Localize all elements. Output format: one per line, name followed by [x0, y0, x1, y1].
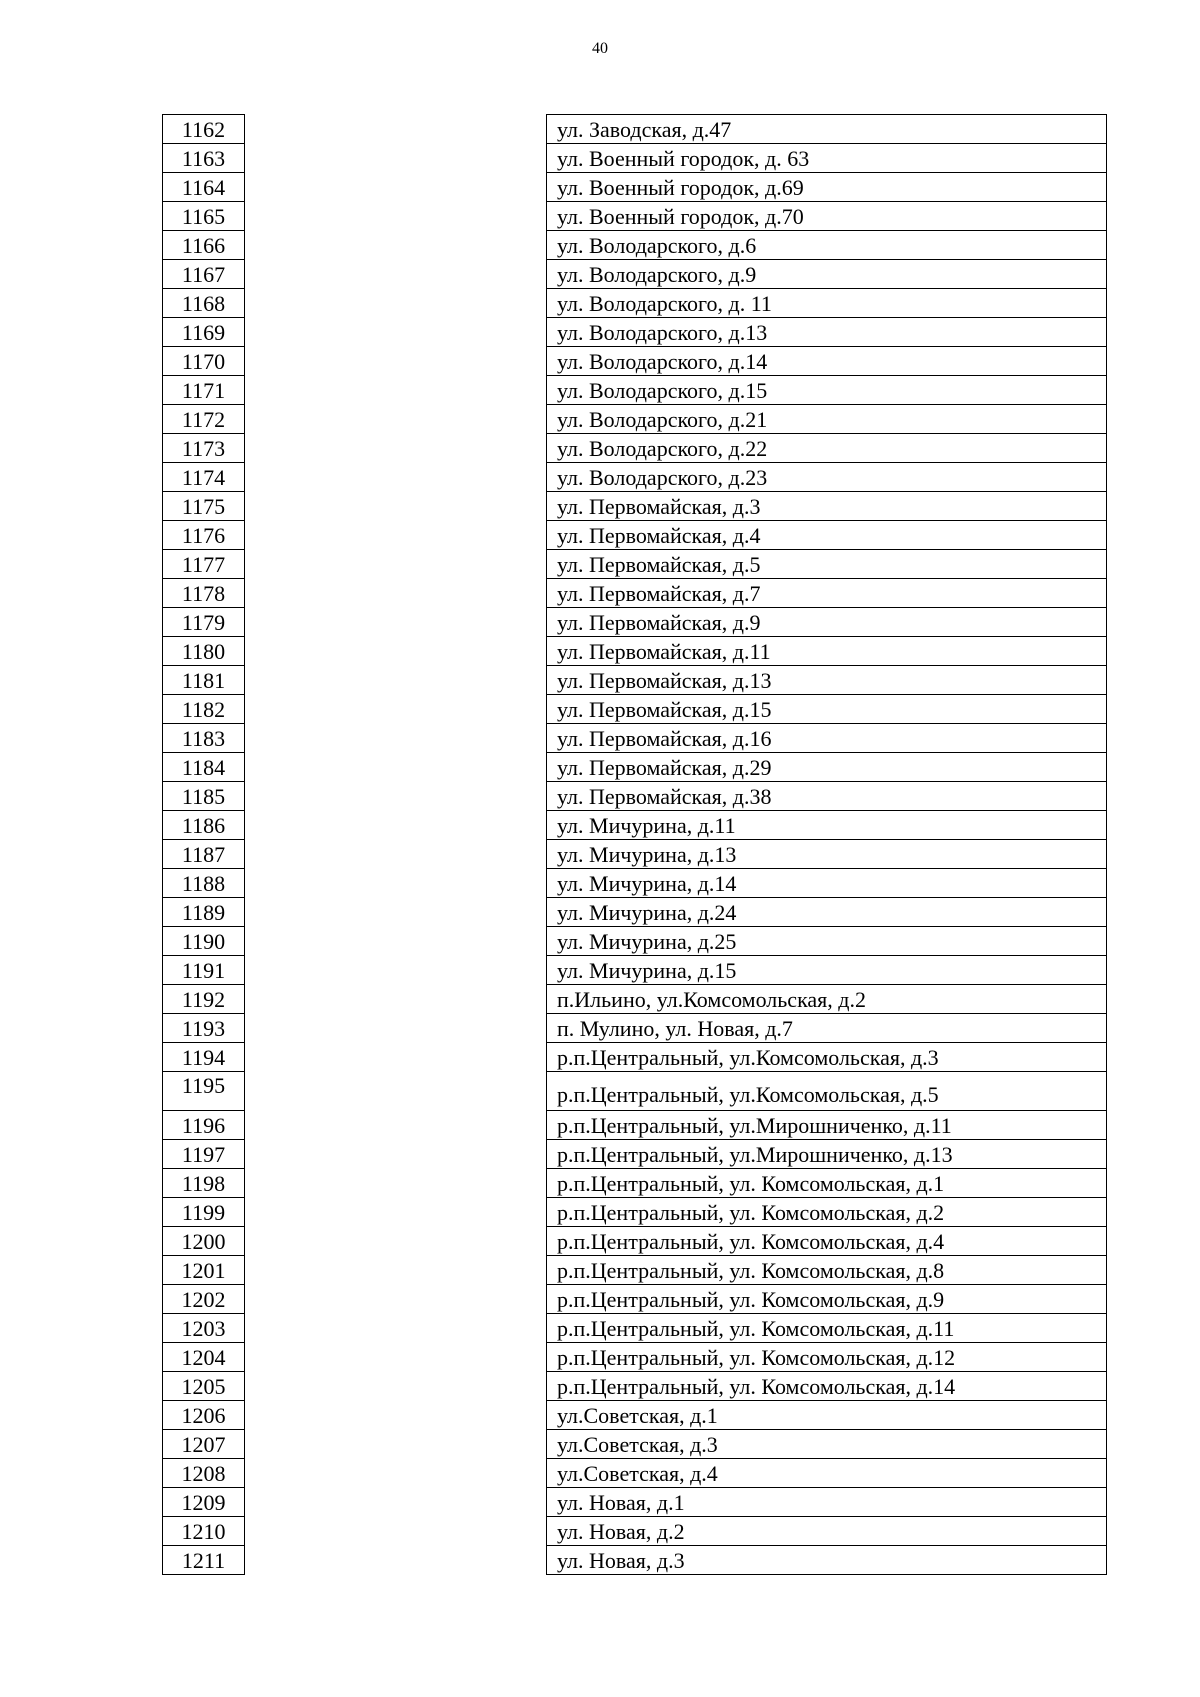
- address-cell: р.п.Центральный, ул. Комсомольская, д.11: [547, 1314, 1107, 1343]
- address-cell: ул. Мичурина, д.13: [547, 840, 1107, 869]
- table-row: [163, 231, 1107, 260]
- row-number-cell: 1185: [163, 782, 245, 811]
- row-number-cell: 1192: [163, 985, 245, 1014]
- table-row: [163, 289, 1107, 318]
- address-cell: ул. Володарского, д.6: [547, 231, 1107, 260]
- row-number-cell: 1163: [163, 144, 245, 173]
- row-number-cell: 1172: [163, 405, 245, 434]
- empty-cell: [245, 260, 547, 289]
- empty-cell: [245, 1343, 547, 1372]
- table-row: [163, 1401, 1107, 1430]
- address-cell: ул. Первомайская, д.5: [547, 550, 1107, 579]
- empty-cell: [245, 1169, 547, 1198]
- page-number: 40: [592, 40, 608, 57]
- row-number-cell: 1165: [163, 202, 245, 231]
- table-row: [163, 550, 1107, 579]
- empty-cell: [245, 608, 547, 637]
- address-cell: ул. Мичурина, д.11: [547, 811, 1107, 840]
- table-row: [163, 782, 1107, 811]
- address-cell: ул. Володарского, д.23: [547, 463, 1107, 492]
- empty-cell: [245, 376, 547, 405]
- table-row: [163, 1459, 1107, 1488]
- table-row: [163, 1169, 1107, 1198]
- empty-cell: [245, 985, 547, 1014]
- row-number-cell: 1196: [163, 1111, 245, 1140]
- empty-cell: [245, 579, 547, 608]
- address-cell: р.п.Центральный, ул. Комсомольская, д.8: [547, 1256, 1107, 1285]
- address-cell: ул. Первомайская, д.16: [547, 724, 1107, 753]
- empty-cell: [245, 521, 547, 550]
- row-number-cell: 1176: [163, 521, 245, 550]
- row-number-cell: 1190: [163, 927, 245, 956]
- address-cell: ул.Советская, д.1: [547, 1401, 1107, 1430]
- row-number-cell: 1187: [163, 840, 245, 869]
- address-table-body: [163, 115, 1107, 1575]
- address-cell: ул. Первомайская, д.3: [547, 492, 1107, 521]
- address-cell: ул. Володарского, д.15: [547, 376, 1107, 405]
- row-number-cell: 1162: [163, 115, 245, 144]
- row-number-cell: 1195: [163, 1072, 245, 1111]
- empty-cell: [245, 1517, 547, 1546]
- table-row: [163, 347, 1107, 376]
- address-cell: ул. Володарского, д.9: [547, 260, 1107, 289]
- table-row: [163, 434, 1107, 463]
- row-number-cell: 1186: [163, 811, 245, 840]
- empty-cell: [245, 898, 547, 927]
- row-number-cell: 1205: [163, 1372, 245, 1401]
- address-cell: ул. Мичурина, д.14: [547, 869, 1107, 898]
- row-number-cell: 1182: [163, 695, 245, 724]
- address-cell: ул. Новая, д.3: [547, 1546, 1107, 1575]
- row-number-cell: 1183: [163, 724, 245, 753]
- address-cell: ул. Первомайская, д.4: [547, 521, 1107, 550]
- table-row: [163, 956, 1107, 985]
- empty-cell: [245, 1401, 547, 1430]
- row-number-cell: 1209: [163, 1488, 245, 1517]
- row-number-cell: 1168: [163, 289, 245, 318]
- empty-cell: [245, 753, 547, 782]
- empty-cell: [245, 666, 547, 695]
- address-cell: ул. Первомайская, д.13: [547, 666, 1107, 695]
- address-cell: ул.Советская, д.4: [547, 1459, 1107, 1488]
- empty-cell: [245, 318, 547, 347]
- empty-cell: [245, 1111, 547, 1140]
- address-cell: р.п.Центральный, ул.Мирошниченко, д.11: [547, 1111, 1107, 1140]
- table-row: [163, 1343, 1107, 1372]
- row-number-cell: 1208: [163, 1459, 245, 1488]
- table-row: [163, 492, 1107, 521]
- empty-cell: [245, 550, 547, 579]
- address-cell: ул. Новая, д.1: [547, 1488, 1107, 1517]
- table-row: [163, 695, 1107, 724]
- address-cell: ул. Военный городок, д.69: [547, 173, 1107, 202]
- address-cell: р.п.Центральный, ул. Комсомольская, д.12: [547, 1343, 1107, 1372]
- row-number-cell: 1184: [163, 753, 245, 782]
- address-cell: р.п.Центральный, ул. Комсомольская, д.9: [547, 1285, 1107, 1314]
- table-row: [163, 173, 1107, 202]
- empty-cell: [245, 1546, 547, 1575]
- row-number-cell: 1200: [163, 1227, 245, 1256]
- table-row: [163, 1546, 1107, 1575]
- empty-cell: [245, 405, 547, 434]
- row-number-cell: 1210: [163, 1517, 245, 1546]
- table-row: [163, 637, 1107, 666]
- address-cell: ул. Военный городок, д. 63: [547, 144, 1107, 173]
- empty-cell: [245, 1198, 547, 1227]
- address-cell: ул. Первомайская, д.7: [547, 579, 1107, 608]
- address-cell: р.п.Центральный, ул. Комсомольская, д.14: [547, 1372, 1107, 1401]
- address-cell: р.п.Центральный, ул. Комсомольская, д.1: [547, 1169, 1107, 1198]
- table-row: [163, 521, 1107, 550]
- empty-cell: [245, 1043, 547, 1072]
- address-cell: ул. Первомайская, д.11: [547, 637, 1107, 666]
- address-cell: р.п.Центральный, ул.Мирошниченко, д.13: [547, 1140, 1107, 1169]
- table-row: [163, 840, 1107, 869]
- row-number-cell: 1166: [163, 231, 245, 260]
- empty-cell: [245, 1372, 547, 1401]
- empty-cell: [245, 115, 547, 144]
- address-cell: ул. Первомайская, д.9: [547, 608, 1107, 637]
- row-number-cell: 1170: [163, 347, 245, 376]
- row-number-cell: 1177: [163, 550, 245, 579]
- row-number-cell: 1193: [163, 1014, 245, 1043]
- empty-cell: [245, 1014, 547, 1043]
- row-number-cell: 1204: [163, 1343, 245, 1372]
- empty-cell: [245, 144, 547, 173]
- table-row: [163, 1198, 1107, 1227]
- empty-cell: [245, 1488, 547, 1517]
- empty-cell: [245, 956, 547, 985]
- address-cell: р.п.Центральный, ул. Комсомольская, д.4: [547, 1227, 1107, 1256]
- row-number-cell: 1203: [163, 1314, 245, 1343]
- table-row: [163, 1517, 1107, 1546]
- empty-cell: [245, 811, 547, 840]
- row-number-cell: 1175: [163, 492, 245, 521]
- table-row: [163, 1488, 1107, 1517]
- empty-cell: [245, 289, 547, 318]
- row-number-cell: 1207: [163, 1430, 245, 1459]
- table-row: [163, 1430, 1107, 1459]
- row-number-cell: 1173: [163, 434, 245, 463]
- empty-cell: [245, 202, 547, 231]
- address-table: [162, 114, 1107, 1575]
- table-row: [163, 724, 1107, 753]
- empty-cell: [245, 1072, 547, 1111]
- table-row: [163, 202, 1107, 231]
- table-row: [163, 753, 1107, 782]
- empty-cell: [245, 173, 547, 202]
- row-number-cell: 1211: [163, 1546, 245, 1575]
- empty-cell: [245, 869, 547, 898]
- table-row: [163, 1256, 1107, 1285]
- address-cell: ул. Мичурина, д.15: [547, 956, 1107, 985]
- table-row: [163, 1227, 1107, 1256]
- address-cell: ул. Володарского, д.21: [547, 405, 1107, 434]
- address-cell: ул. Мичурина, д.24: [547, 898, 1107, 927]
- table-row: [163, 1314, 1107, 1343]
- row-number-cell: 1178: [163, 579, 245, 608]
- row-number-cell: 1199: [163, 1198, 245, 1227]
- empty-cell: [245, 1285, 547, 1314]
- address-cell: п.Ильино, ул.Комсомольская, д.2: [547, 985, 1107, 1014]
- row-number-cell: 1206: [163, 1401, 245, 1430]
- table-row: [163, 376, 1107, 405]
- table-row: [163, 1014, 1107, 1043]
- row-number-cell: 1174: [163, 463, 245, 492]
- row-number-cell: 1171: [163, 376, 245, 405]
- table-row: [163, 985, 1107, 1014]
- empty-cell: [245, 1314, 547, 1343]
- row-number-cell: 1169: [163, 318, 245, 347]
- table-row: [163, 1372, 1107, 1401]
- table-row: [163, 579, 1107, 608]
- address-cell: ул. Мичурина, д.25: [547, 927, 1107, 956]
- address-cell: ул. Володарского, д.22: [547, 434, 1107, 463]
- address-cell: ул. Первомайская, д.29: [547, 753, 1107, 782]
- table-row: [163, 463, 1107, 492]
- table-row: [163, 666, 1107, 695]
- address-cell: ул. Володарского, д. 11: [547, 289, 1107, 318]
- row-number-cell: 1191: [163, 956, 245, 985]
- row-number-cell: 1202: [163, 1285, 245, 1314]
- table-row: [163, 405, 1107, 434]
- table-row: [163, 1111, 1107, 1140]
- table-row: [163, 318, 1107, 347]
- table-row: [163, 115, 1107, 144]
- address-cell: п. Мулино, ул. Новая, д.7: [547, 1014, 1107, 1043]
- row-number-cell: 1201: [163, 1256, 245, 1285]
- row-number-cell: 1188: [163, 869, 245, 898]
- row-number-cell: 1181: [163, 666, 245, 695]
- address-cell: ул. Военный городок, д.70: [547, 202, 1107, 231]
- table-row: [163, 869, 1107, 898]
- table-row: [163, 898, 1107, 927]
- table-row: [163, 1072, 1107, 1111]
- address-cell: р.п.Центральный, ул.Комсомольская, д.5: [547, 1072, 1107, 1111]
- row-number-cell: 1167: [163, 260, 245, 289]
- empty-cell: [245, 1256, 547, 1285]
- empty-cell: [245, 1459, 547, 1488]
- empty-cell: [245, 1430, 547, 1459]
- row-number-cell: 1164: [163, 173, 245, 202]
- table-row: [163, 608, 1107, 637]
- table-row: [163, 811, 1107, 840]
- row-number-cell: 1179: [163, 608, 245, 637]
- empty-cell: [245, 347, 547, 376]
- address-cell: ул.Советская, д.3: [547, 1430, 1107, 1459]
- row-number-cell: 1198: [163, 1169, 245, 1198]
- address-cell: ул. Первомайская, д.38: [547, 782, 1107, 811]
- empty-cell: [245, 927, 547, 956]
- empty-cell: [245, 434, 547, 463]
- empty-cell: [245, 231, 547, 260]
- empty-cell: [245, 1140, 547, 1169]
- address-cell: ул. Заводская, д.47: [547, 115, 1107, 144]
- empty-cell: [245, 695, 547, 724]
- table-row: [163, 260, 1107, 289]
- row-number-cell: 1197: [163, 1140, 245, 1169]
- empty-cell: [245, 724, 547, 753]
- empty-cell: [245, 1227, 547, 1256]
- empty-cell: [245, 782, 547, 811]
- row-number-cell: 1194: [163, 1043, 245, 1072]
- table-row: [163, 144, 1107, 173]
- row-number-cell: 1180: [163, 637, 245, 666]
- table-row: [163, 1043, 1107, 1072]
- address-cell: ул. Первомайская, д.15: [547, 695, 1107, 724]
- table-row: [163, 1140, 1107, 1169]
- row-number-cell: 1189: [163, 898, 245, 927]
- empty-cell: [245, 463, 547, 492]
- table-row: [163, 1285, 1107, 1314]
- address-cell: ул. Володарского, д.13: [547, 318, 1107, 347]
- table-row: [163, 927, 1107, 956]
- empty-cell: [245, 492, 547, 521]
- empty-cell: [245, 637, 547, 666]
- address-cell: ул. Володарского, д.14: [547, 347, 1107, 376]
- empty-cell: [245, 840, 547, 869]
- address-cell: р.п.Центральный, ул. Комсомольская, д.2: [547, 1198, 1107, 1227]
- address-cell: р.п.Центральный, ул.Комсомольская, д.3: [547, 1043, 1107, 1072]
- address-cell: ул. Новая, д.2: [547, 1517, 1107, 1546]
